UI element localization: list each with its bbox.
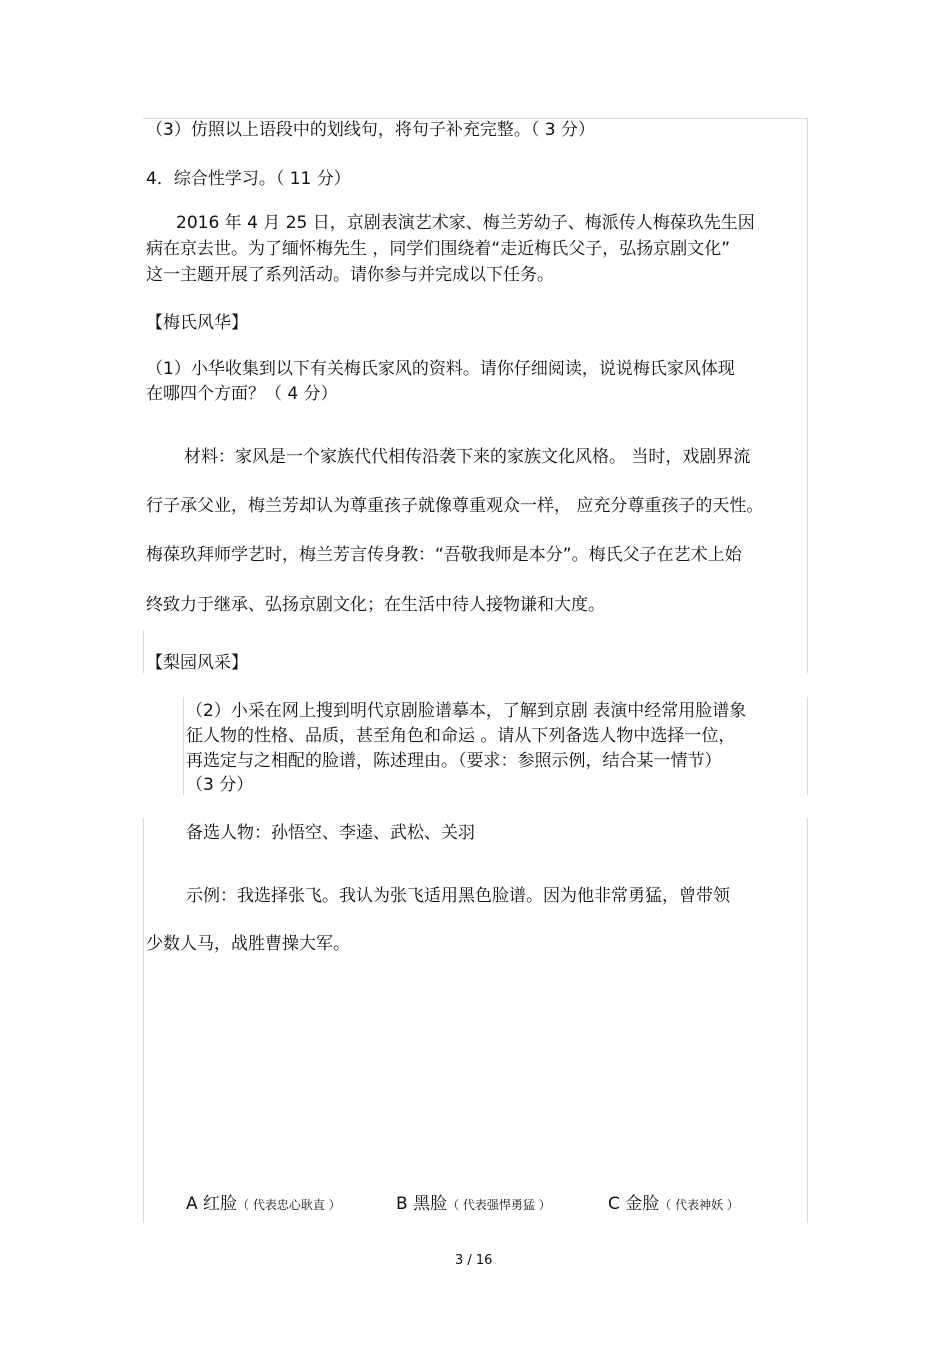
page-number: 3 / 16 [455,1253,493,1268]
candidates: 备选人物：孙悟空、李逵、武松、关羽 [186,823,475,843]
material-line-1: 材料：家风是一个家族代代相传沿袭下来的家族文化风格。 当时，戏剧界流 [184,447,751,467]
border-left-2 [183,697,184,795]
option-b-label: B 黑脸 [396,1194,448,1214]
question-4-title: 4．综合性学习。（ 11 分） [146,169,351,189]
task-2-line-3: 再选定与之相配的脸谱，陈述理由。（要求：参照示例，结合某一情节） [186,751,722,771]
intro-line-1: 2016 年 4 月 25 日，京剧表演艺术家、梅兰芳幼子、梅派传人梅葆玖先生因 [176,213,755,233]
option-b-note: （ 代表强悍勇猛 ） [447,1198,551,1212]
task-2-line-2: 征人物的性格、品质，甚至角色和命运 。请从下列备选人物中选择一位， [186,726,736,746]
option-a-label: A 红脸 [186,1194,238,1214]
section-heading-meishi: 【梅氏风华】 [146,313,248,333]
material-line-3: 梅葆玖拜师学艺时，梅兰芳言传身教：“吾敬我师是本分”。梅氏父子在艺术上始 [146,545,742,565]
option-c-label: C 金脸 [608,1194,660,1214]
border-left-3 [143,818,144,1223]
task-2-line-1: （2）小采在网上搜到明代京剧脸谱摹本，了解到京剧 表演中经常用脸谱象 [186,701,747,721]
border-right-2 [807,697,808,795]
intro-line-2: 病在京去世。为了缅怀梅先生 ，同学们围绕着“走近梅氏父子，弘扬京剧文化” [146,239,731,259]
option-a [186,1193,341,1216]
border-right-3 [807,818,808,1223]
border-left-1 [143,630,144,673]
intro-line-3: 这一主题开展了系列活动。请你参与并完成以下任务。 [146,265,554,285]
example-line-2: 少数人马，战胜曹操大军。 [146,934,350,954]
option-b [396,1193,551,1216]
example-line-1: 示例：我选择张飞。我认为张飞适用黑色脸谱。因为他非常勇猛，曾带领 [186,886,730,906]
option-a-note: （ 代表忠心耿直 ） [237,1198,341,1212]
question-3: （3）仿照以上语段中的划线句，将句子补充完整。（ 3 分） [146,120,595,140]
task-1-line-2: 在哪四个方面？（ 4 分） [146,384,338,404]
task-2-line-4: （3 分） [186,775,254,795]
section-heading-liyuan: 【梨园风采】 [146,653,248,673]
material-line-4: 终致力于继承、弘扬京剧文化；在生活中待人接物谦和大度。 [146,595,605,615]
option-c-note: （ 代表神妖 ） [659,1198,739,1212]
border-right-1 [807,118,808,673]
material-line-2: 行子承父业，梅兰芳却认为尊重孩子就像尊重观众一样， 应充分尊重孩子的天性。 [146,496,764,516]
option-c [608,1193,739,1216]
task-1-line-1: （1）小华收集到以下有关梅氏家风的资料。请你仔细阅读，说说梅氏家风体现 [146,359,735,379]
